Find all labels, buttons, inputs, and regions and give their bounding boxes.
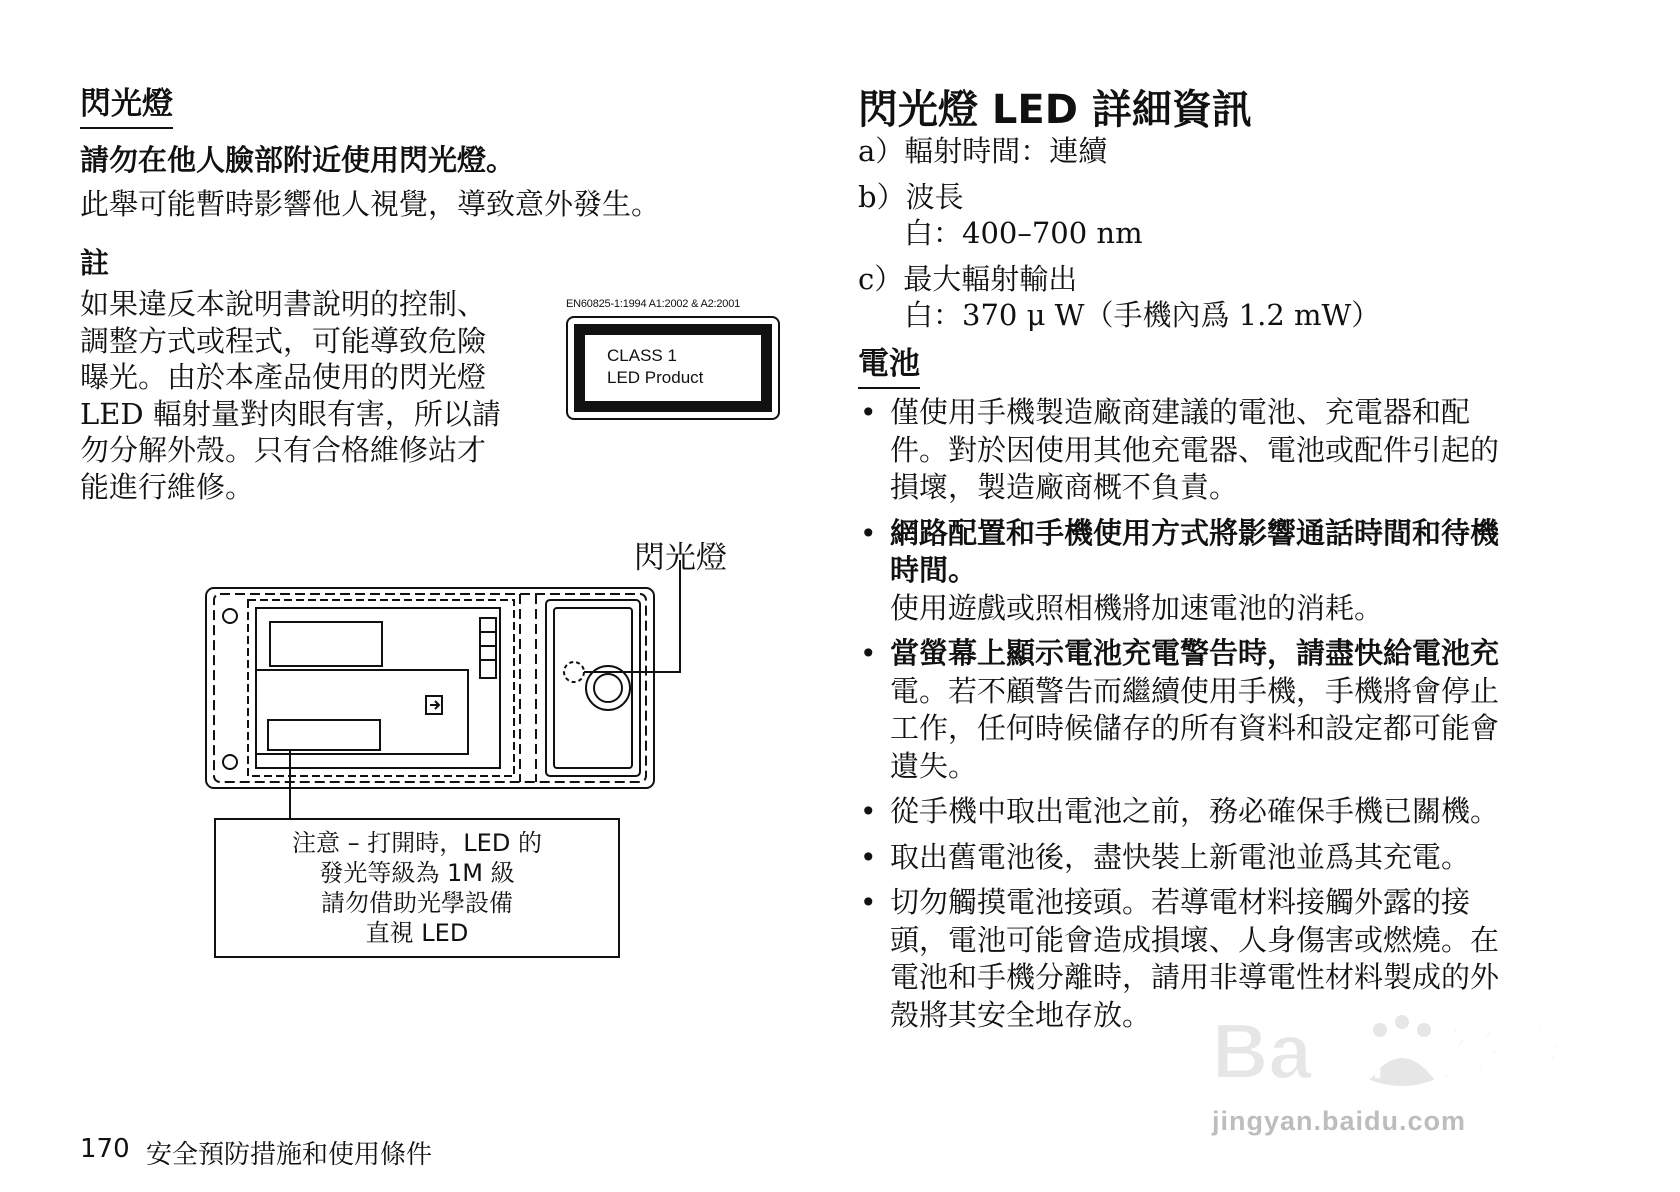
note-line: 勿分解外殼。只有合格維修站才 <box>80 433 487 467</box>
laser-label-standard: EN60825-1:1994 A1:2002 & A2:2001 <box>566 298 741 310</box>
screw-hole <box>223 609 237 623</box>
battery-bottom-sticker <box>268 720 380 750</box>
battery <box>256 608 500 768</box>
bullet-dot: • <box>860 795 877 828</box>
laser-class-text: CLASS 1 <box>607 346 677 365</box>
baidu-watermark-logo <box>1208 1000 1608 1100</box>
note-body <box>80 286 540 505</box>
screw-hole <box>223 755 237 769</box>
note-line: 調整方式或程式，可能導致危險 <box>80 323 487 358</box>
bullet-line: 殼將其安全地存放。 <box>890 997 1152 1032</box>
bullet-line: 時間。 <box>890 553 978 587</box>
note-line: 如果違反本說明書說明的控制、 <box>80 287 487 321</box>
spec-b-value: 白：400–700 nm <box>904 216 1143 250</box>
flash-warning-text: 此舉可能暫時影響他人視覺，導致意外發生。 <box>80 187 661 221</box>
diagram-flash-label: 閃光燈 <box>634 540 727 576</box>
caution-box <box>214 818 620 958</box>
note-line: 能進行維修。 <box>80 469 255 504</box>
bullet-line: 電。若不顧警告而繼續使用手機，手機將會停止 <box>890 673 1500 708</box>
note-line: LED 輻射量對肉眼有害，所以請 <box>80 396 501 431</box>
bullet-line: 損壞，製造廠商概不負責。 <box>890 470 1239 504</box>
bullet-line: 工作，任何時候儲存的所有資料和設定都可能會 <box>890 711 1500 745</box>
flash-heading: 閃光燈 <box>80 86 173 129</box>
battery-heading: 電池 <box>858 346 920 389</box>
laser-class-label-inner <box>574 324 772 412</box>
list-item <box>858 515 1578 628</box>
battery-label <box>256 670 468 754</box>
spec-b: b）波長 <box>858 180 964 214</box>
battery-bullet-list <box>858 394 1578 1042</box>
bullet-line: 從手機中取出電池之前，務必確保手機已關機。 <box>890 794 1500 828</box>
bullet-extra-line: 使用遊戲或照相機將加速電池的消耗。 <box>890 590 1384 625</box>
list-item <box>858 839 1578 877</box>
caution-line: 發光等級為 1M 級 <box>319 859 515 887</box>
battery-top-sticker <box>270 622 382 666</box>
spec-c: c）最大輻射輸出 <box>858 262 1078 296</box>
spec-a: a）輻射時間：連續 <box>858 134 1108 168</box>
led-details-heading: 閃光燈 LED 詳細資訊 <box>858 87 1252 133</box>
bullet-line: 僅使用手機製造廠商建議的電池、充電器和配 <box>890 395 1471 429</box>
bullet-dot: • <box>860 840 877 874</box>
bullet-line: 電池和手機分離時，請用非導電性材料製成的外 <box>890 960 1500 994</box>
watermark-url: jingyan.baidu.com <box>1212 1106 1467 1136</box>
note-line: 曝光。由於本產品使用的閃光燈 <box>80 360 487 394</box>
bullet-dot: • <box>860 886 877 919</box>
page-number: 170 <box>80 1134 130 1164</box>
note-heading: 註 <box>80 246 110 280</box>
flash-warning-bold: 請勿在他人臉部附近使用閃光燈。 <box>80 143 516 177</box>
caution-line: 注意 – 打開時，LED 的 <box>292 829 542 857</box>
bullet-line: 網路配置和手機使用方式將影響通話時間和待機 <box>890 515 1500 550</box>
svg-text:du: du <box>1332 1040 1384 1087</box>
svg-text:经验: 经验 <box>1440 1023 1565 1092</box>
laser-class-label <box>566 316 780 420</box>
svg-text:Ba: Ba <box>1212 1007 1312 1095</box>
bullet-line: 當螢幕上顯示電池充電警告時，請盡快給電池充 <box>890 636 1500 670</box>
footer-section-title: 安全預防措施和使用條件 <box>146 1140 433 1170</box>
bullet-dot: • <box>860 396 877 429</box>
bullet-line: 件。對於因使用其他充電器、電池或配件引起的 <box>890 432 1500 467</box>
list-item <box>858 635 1578 785</box>
laser-product-text: LED Product <box>607 367 704 387</box>
caution-line: 請勿借助光學設備 <box>321 889 513 917</box>
bullet-line: 頭，電池可能會造成損壞、人身傷害或燃燒。在 <box>890 922 1500 957</box>
bullet-dot: • <box>860 516 877 550</box>
battery-contacts <box>480 618 496 678</box>
caution-line: 直視 LED <box>365 919 469 947</box>
phone-back-diagram <box>190 560 690 830</box>
flash-led <box>564 662 584 682</box>
bullet-line: 切勿觸摸電池接頭。若導電材料接觸外露的接 <box>890 885 1471 919</box>
bullet-line: 取出舊電池後，盡快裝上新電池並爲其充電。 <box>890 839 1471 874</box>
list-item <box>858 793 1578 831</box>
spec-c-value: 白：370 μ W（手機內爲 1.2 mW） <box>904 298 1381 332</box>
bullet-dot: • <box>860 637 877 670</box>
bullet-line: 遺失。 <box>890 748 978 783</box>
list-item <box>858 394 1578 507</box>
